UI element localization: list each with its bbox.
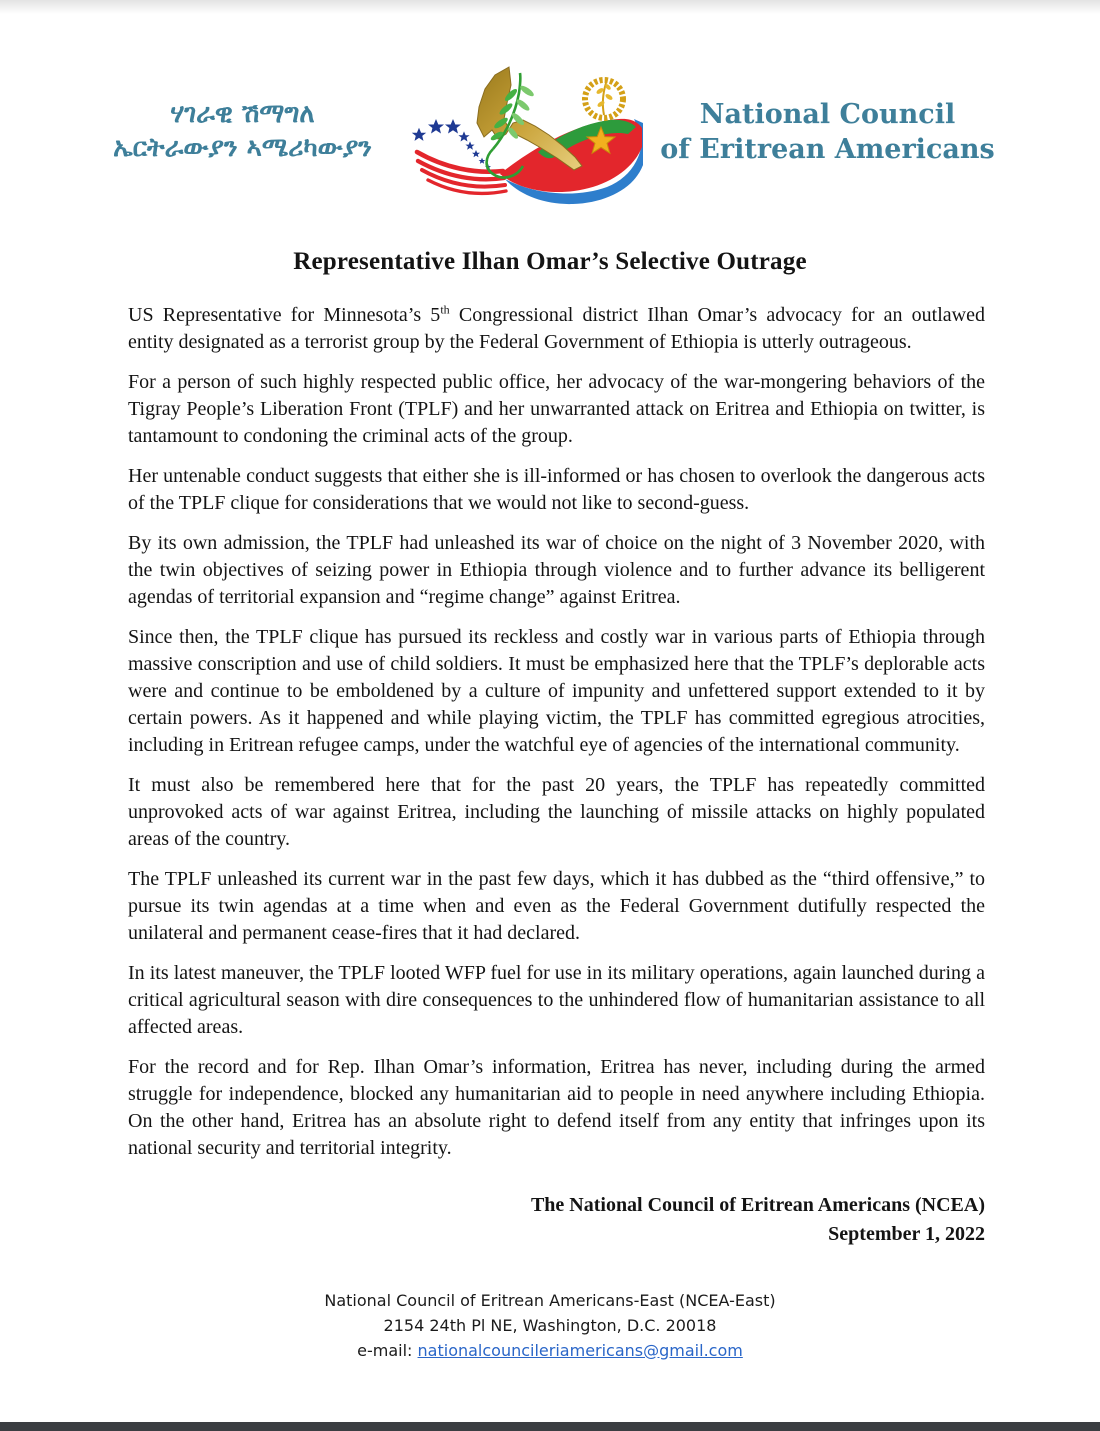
org-name-english [650, 97, 1005, 167]
org-name-line2: of Eritrean Americans [660, 134, 995, 165]
ncea-logo [400, 57, 650, 207]
page-top-shadow [0, 0, 1100, 14]
paragraph-4: By its own admission, the TPLF had unleashed its war of choice on the night of 3 November 2020, with the twin objectives of seizing power in Ethiopia through violence and to further advance its belligerent agendas of territorial expansion and “regime change” against Eritrea. [128, 532, 985, 608]
ordinal-superscript: th [440, 302, 450, 317]
paragraph-3: Her untenable conduct suggests that either she is ill-informed or has chosen to overlook the dangerous acts of the TPLF clique for considerations that we would not like to second-guess. [128, 465, 985, 514]
email-label: e-mail: [357, 1340, 418, 1360]
document-body [0, 302, 1100, 1162]
paragraph-7: The TPLF unleashed its current war in the past few days, which it has dubbed as the “third offensive,” to pursue its twin agendas at a time when and even as the Federal Government dutifully respected the unilateral and permanent cease-fires that it had declared. [128, 868, 985, 944]
org-name-line1: National Council [699, 98, 956, 130]
paragraph-5: Since then, the TPLF clique has pursued its reckless and costly war in various parts of Ethiopia through massive conscription and use of child soldiers. It must be emphasized here that the TPLF’s deplorable acts were and continue to be emboldened by a culture of impunity and unfettered support extended to it by certain powers. As it happened and while playing victim, the TPLF has committed egregious atrocities, including in Eritrean refugee camps, under the watchful eye of agencies of the international community. [128, 626, 985, 756]
paragraph-1 [128, 302, 985, 356]
paragraph-8: In its latest maneuver, the TPLF looted WFP fuel for use in its military operations, again launched during a critical agricultural season with dire consequences to the unhindered flow of humanitarian assistance to all affected areas. [128, 962, 985, 1038]
paragraph-2: For a person of such highly respected public office, her advocacy of the war-mongering behaviors of the Tigray People’s Liberation Front (TPLF) and her unwarranted attack on Eritrea and Ethiopia on twitter, is tantamount to condoning the criminal acts of the group. [128, 371, 985, 447]
olive-wreath-icon [585, 80, 623, 118]
email-link[interactable]: nationalcouncileriamericans@gmail.com [417, 1340, 743, 1360]
footer-address-line: 2154 24th Pl NE, Washington, D.C. 20018 [383, 1315, 717, 1335]
signature-org: The National Council of Eritrean Americans (NCEA) [530, 1194, 985, 1216]
org-name-tigrinya-line1: ሃገራዊ ሽማግለ [170, 99, 315, 130]
ncea-logo-graphic [405, 57, 645, 207]
paragraph-1-text: US Representative for Minnesota’s 5 [128, 304, 441, 326]
paragraph-6: It must also be remembered here that for the past 20 years, the TPLF has repeatedly committed unprovoked acts of war against Eritrea, including the launching of missile attacks on highly populated areas of the country. [128, 774, 985, 850]
footer-contact [0, 1289, 1100, 1363]
window-bottom-edge [0, 1422, 1100, 1431]
signature-date: September 1, 2022 [828, 1223, 985, 1245]
paragraph-9: For the record and for Rep. Ilhan Omar’s information, Eritrea has never, including during the armed struggle for independence, blocked any humanitarian aid to people in need anywhere including Ethiopia. On the other hand, Eritrea has an absolute right to defend itself from any entity that infringes upon its national security and territorial integrity. [128, 1056, 985, 1159]
org-name-tigrinya [85, 98, 400, 166]
paragraph-1-text-cont: Congressional district Ilhan Omar’s advocacy for an outlawed entity designated as a terrorist group by the Federal Government of Ethiopia is utterly outrageous. [128, 304, 985, 353]
signature-block [0, 1175, 1100, 1249]
letterhead [0, 56, 1100, 208]
footer-email-line [0, 1339, 1100, 1364]
document-title: Representative Ilhan Omar’s Selective Outrage [293, 248, 807, 275]
footer-org-line: National Council of Eritrean Americans-East (NCEA-East) [324, 1291, 776, 1310]
org-name-tigrinya-line2: ኤርትራውያን ኣሜሪካውያን [113, 133, 372, 163]
